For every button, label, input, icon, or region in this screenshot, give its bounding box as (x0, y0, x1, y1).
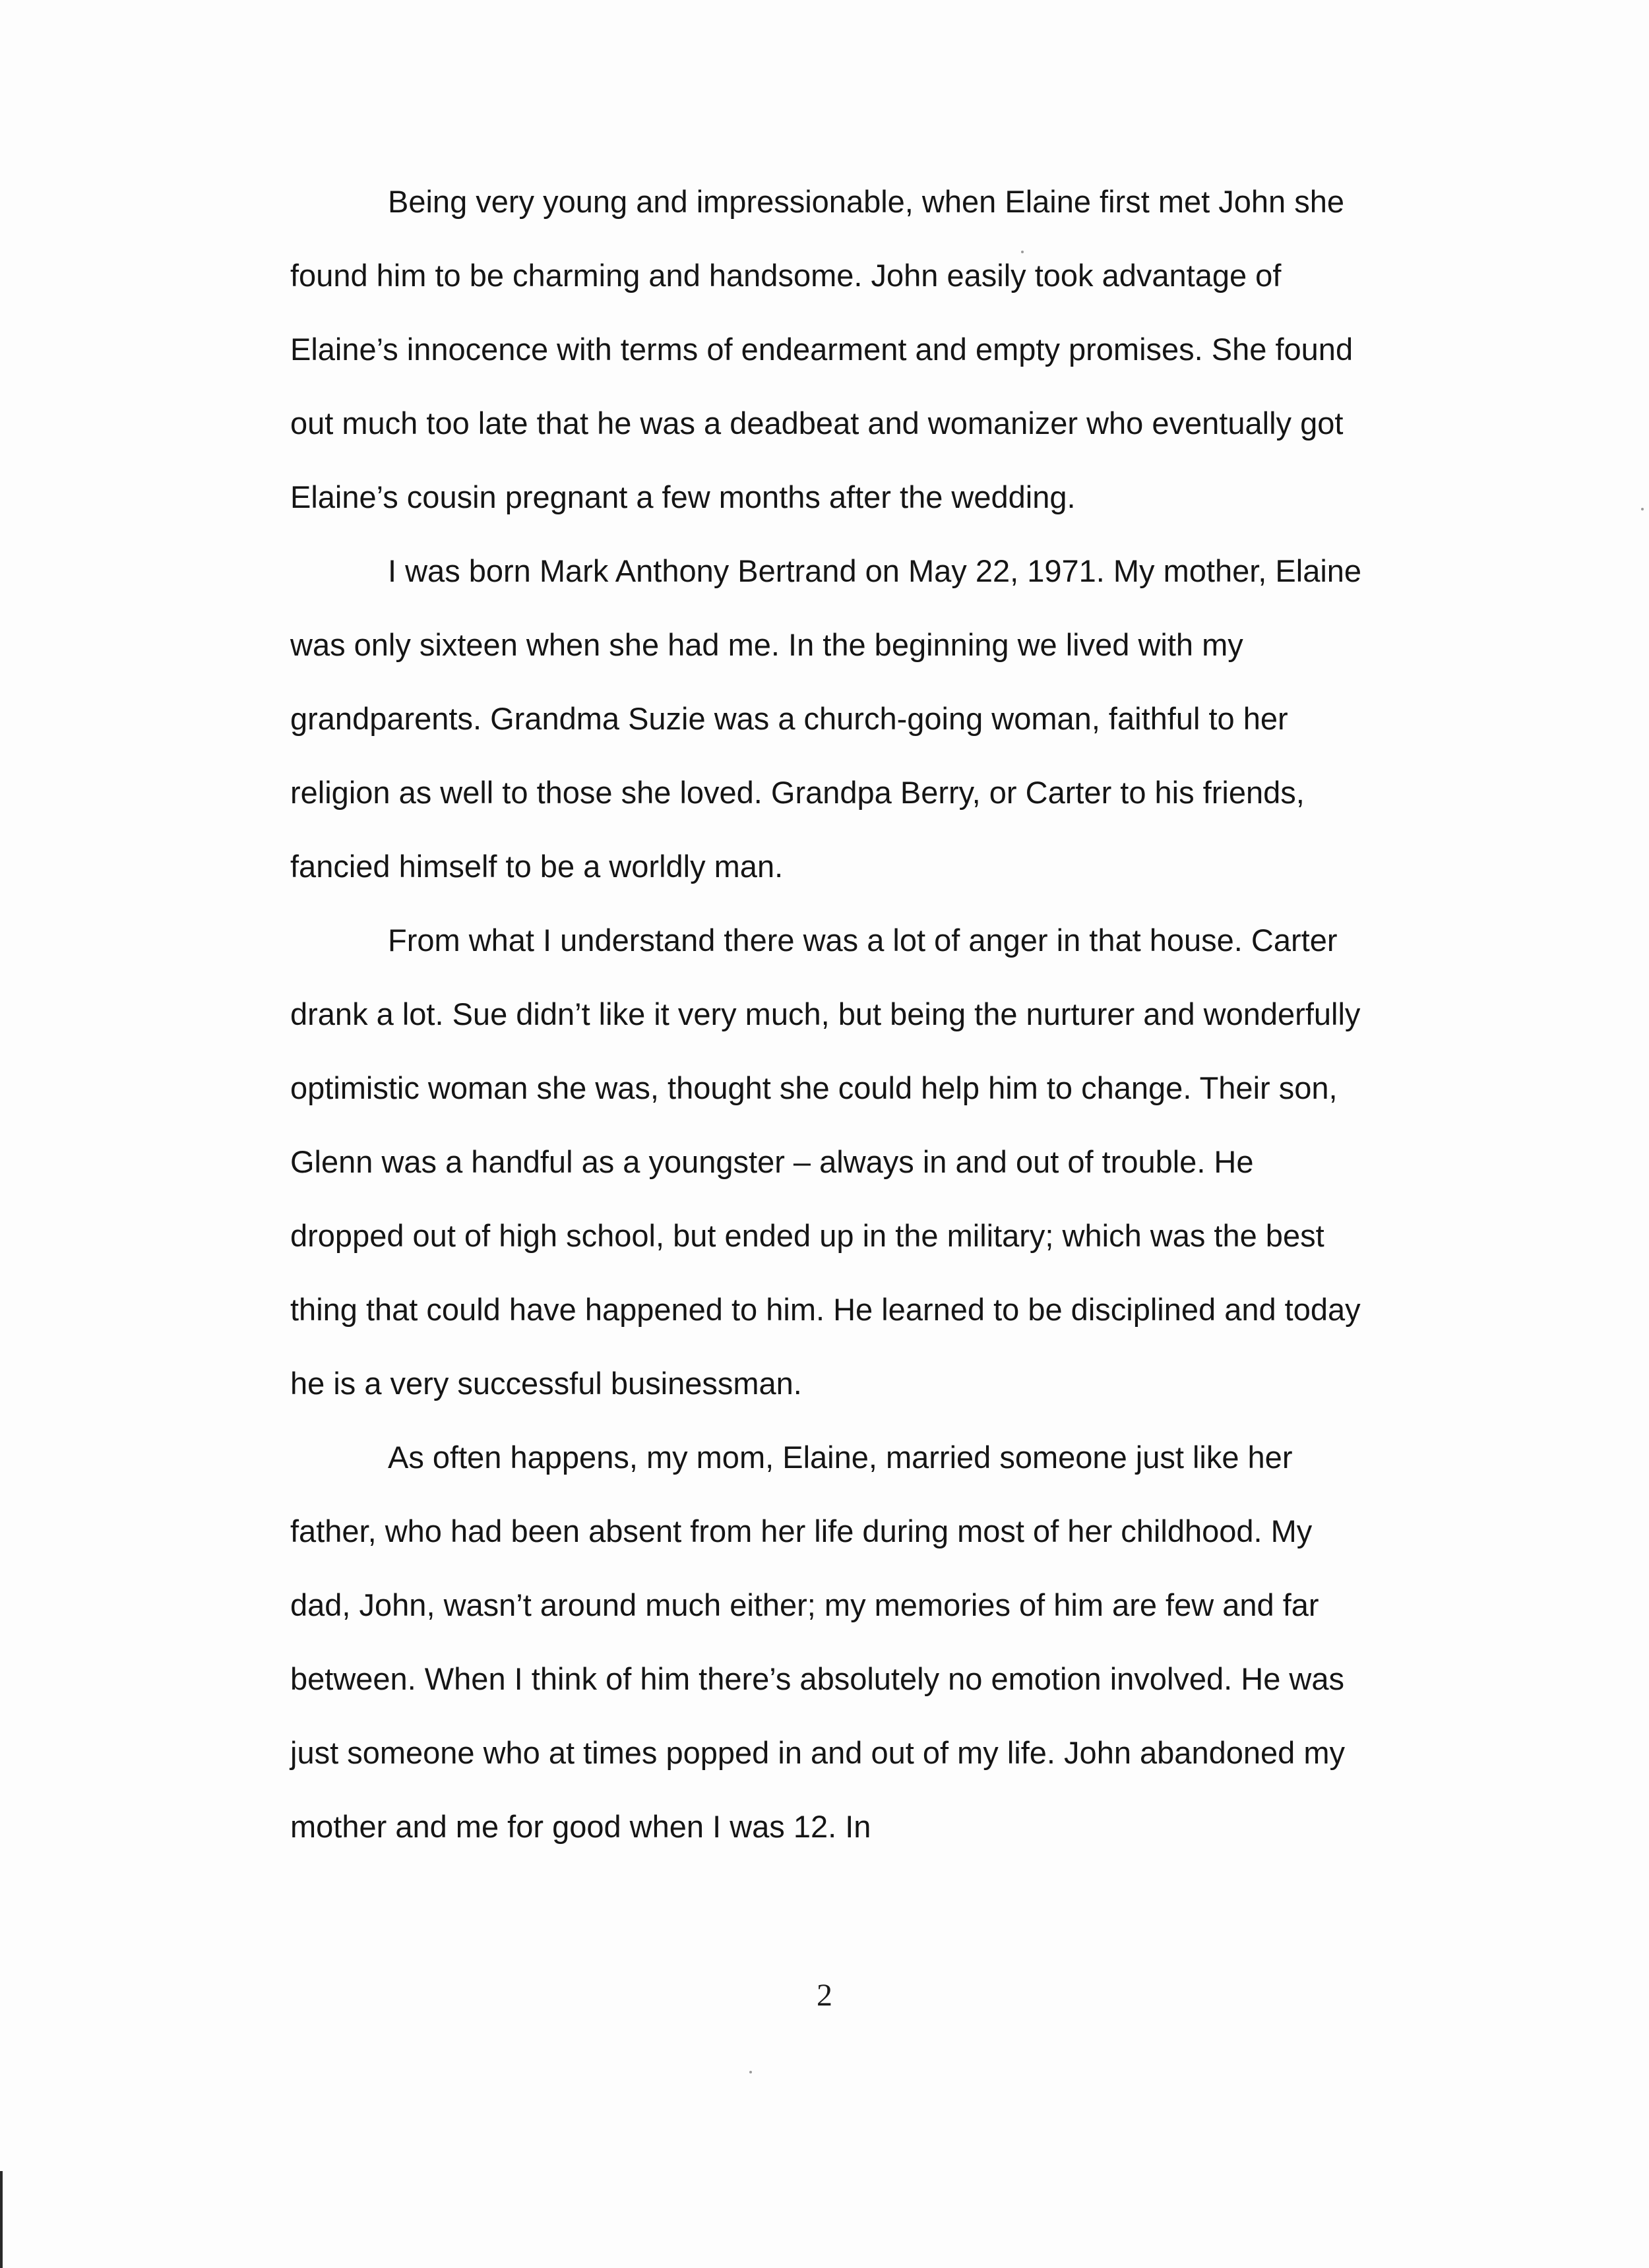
paragraph-4: As often happens, my mom, Elaine, married someone just like her father, who had been absent from her life during most of her childhood. My dad, John, wasn’t around much either; my memories of him are few and far between. When I think of him there’s absolutely no emotion involved. He was just someone who at times popped in and out of my life. John abandoned my mother and me for good when I was 12. In (290, 1440, 1345, 1844)
paragraph-2: I was born Mark Anthony Bertrand on May 22, 1971. My mother, Elaine was only sixteen when she had me. In the beginning we lived with my grandparents. Grandma Suzie was a church-going woman, faithful to her religion as well to those she loved. Grandpa Berry, or Carter to his friends, fancied himself to be a worldly man. (290, 553, 1362, 884)
scan-speck (1641, 508, 1644, 510)
paragraph-1: Being very young and impressionable, when Elaine first met John she found him to be charming and handsome. John easily took advantage of Elaine’s innocence with terms of endearment and empty promises. She found out much too late that he was a deadbeat and womanizer who eventually got Elaine’s cousin pregnant a few months after the wedding. (290, 184, 1353, 514)
page-number: 2 (817, 1978, 832, 2013)
paragraph-3: From what I understand there was a lot of anger in that house. Carter drank a lot. Sue didn’t like it very much, but being the nurturer and wonderfully optimistic woman she was, thought she could help him to change. Their son, Glenn was a handful as a youngster – always in and out of trouble. He dropped out of high school, but ended up in the military; which was the best thing that could have happened to him. He learned to be disciplined and today he is a very successful businessman. (290, 923, 1361, 1401)
scan-edge-mark (0, 2171, 3, 2268)
body-text (290, 165, 1372, 1864)
scan-speck (1021, 251, 1024, 253)
scan-speck (749, 2071, 752, 2073)
